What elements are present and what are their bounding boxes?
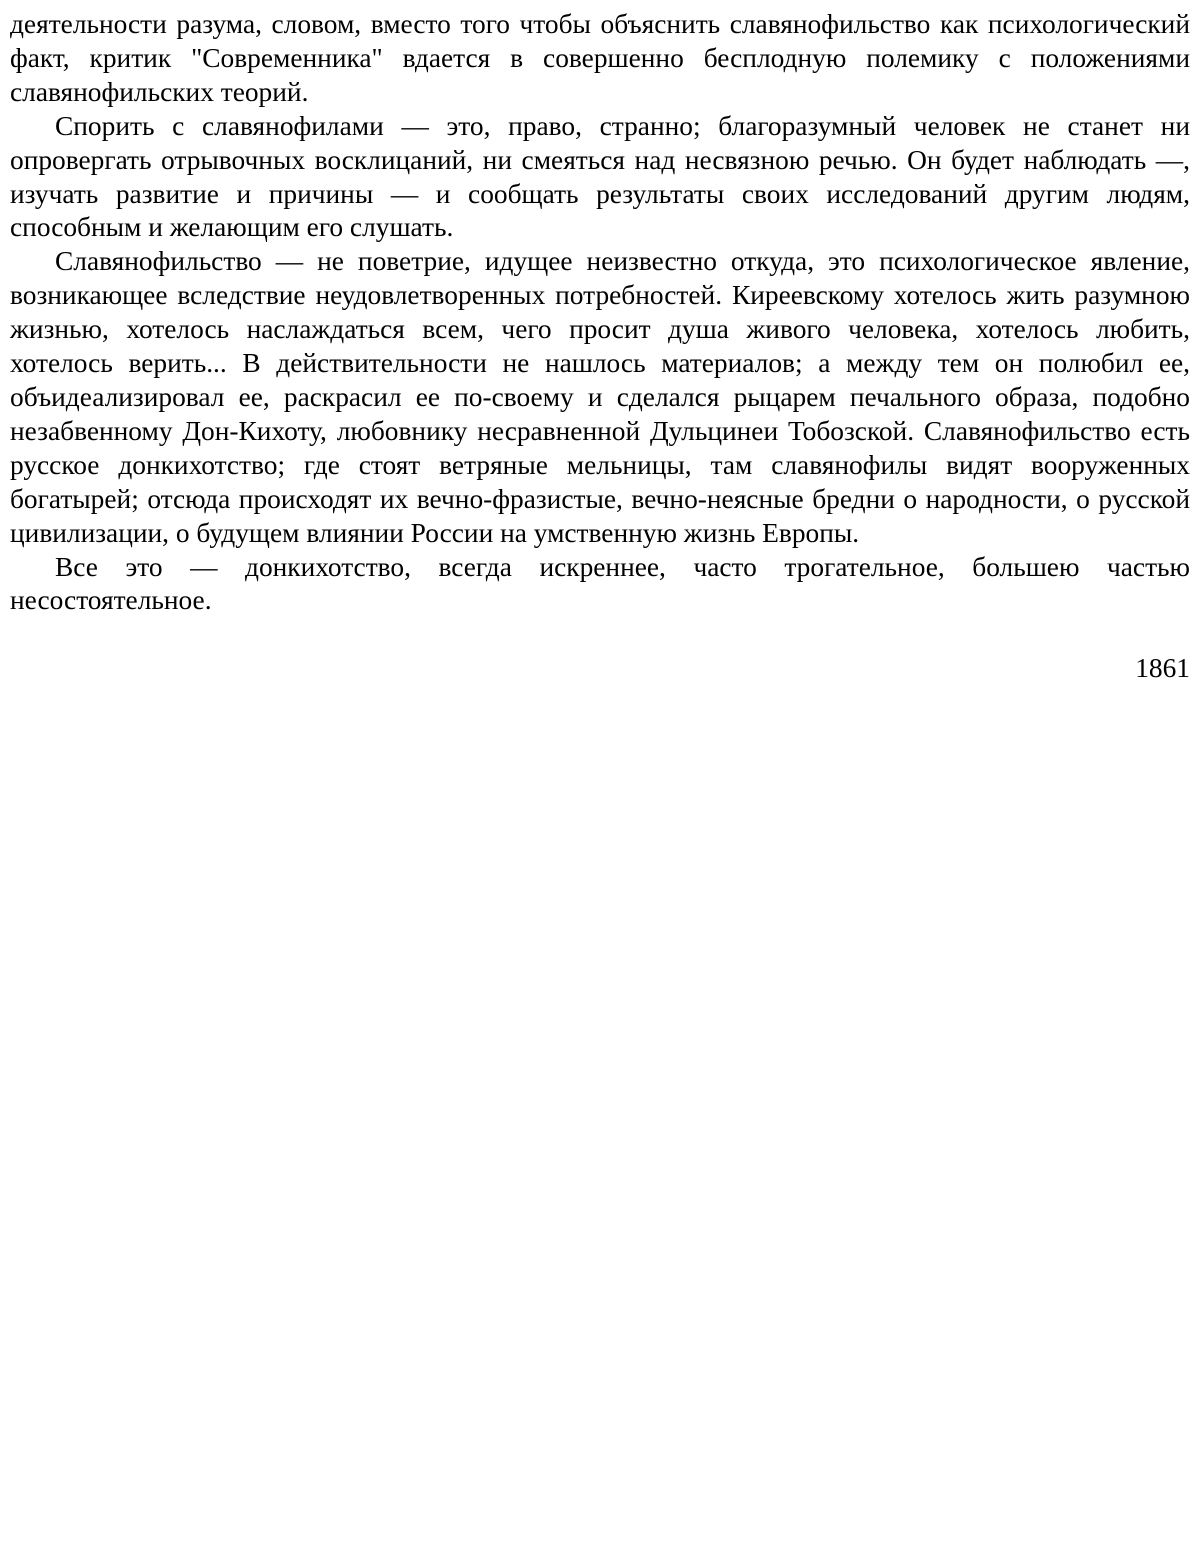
paragraph-3: Славянофильство — не поветрие, идущее неизвестно откуда, это психологическое явление, возникающее вследствие неудовлетворенных потребностей. Киреевскому хотелось жить разумною жизнью, хотелось наслаждаться всем, чего просит душа живого человека, хотелось любить, хотелось верить... В действительности не нашлось материалов; а между тем он полюбил ее, объидеализировал ее, раскрасил ее по-своему и сделался рыцарем печального образа, подобно незабвенному Дон-Кихоту, любовнику несравненной Дульцинеи Тобозской. Славянофильство есть русское донкихотство; где стоят ветряные мельницы, там славянофилы видят вооруженных богатырей; отсюда происходят их вечно-фразистые, вечно-неясные бредни о народности, о русской цивилизации, о будущем влиянии России на умственную жизнь Европы. <box>10 246 1190 548</box>
paragraph-1: деятельности разума, словом, вместо того чтобы объяснить славянофильство как психологический факт, критик "Современника" вдается в совершенно бесплодную полемику с положениями славянофильских теорий. <box>10 9 1190 107</box>
document-page <box>10 8 1190 686</box>
document-date: 1861 <box>1135 653 1190 684</box>
paragraph-4: Все это — донкихотство, всегда искреннее, часто трогательное, большею частью несостоятельное. <box>10 551 1190 616</box>
paragraph-2: Спорить с славянофилами — это, право, странно; благоразумный человек не станет ни опровергать отрывочных восклицаний, ни смеяться над несвязною речью. Он будет наблюдать —, изучать развитие и причины — и сообщать результаты своих исследований другим людям, способным и желающим его слушать. <box>10 110 1190 243</box>
